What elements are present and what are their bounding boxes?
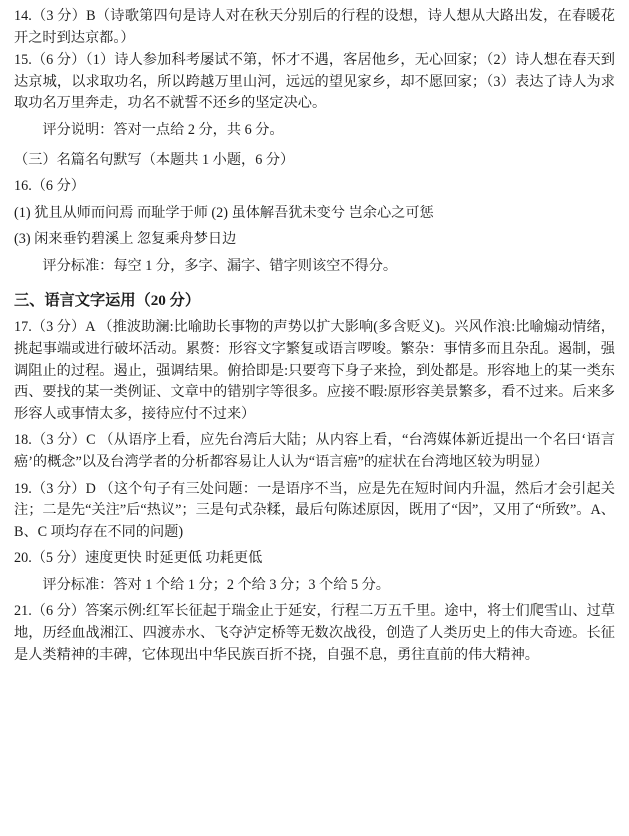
question-18-answer: 18.（3 分）C （从语序上看，应先台湾后大陆；从内容上看，“台湾媒体新近提出一个名曰‘语言癌’的概念”以及台湾学者的分析都容易让人认为“语言癌”的症状在台湾地区较为明显） xyxy=(14,432,615,470)
question-15-scoring-note: 评分说明：答对一点给 2 分，共 6 分。 xyxy=(42,121,284,138)
section-three-title: （三）名篇名句默写（本题共 1 小题，6 分） xyxy=(14,152,295,169)
question-20-answer: 20.（5 分）速度更快 时延更低 功耗更低 xyxy=(14,550,263,567)
question-16-scoring-note: 评分标准：每空 1 分，多字、漏字、错字则该空不得分。 xyxy=(42,257,398,274)
section-three-language-header: 三、语言文字运用（20 分） xyxy=(14,292,201,310)
question-16-label: 16.（6 分） xyxy=(14,178,85,195)
question-15-answer: 15.（6 分）（1）诗人参加科考屡试不第，怀才不遇，客居他乡，无心回家；（2）诗人想在春天到达京城，以求取功名，所以跨越万里山河，远远的望见家乡，却不愿回家；（3）表达了诗人为求取功名万里奔走，功名不就誓不还乡的坚定决心。 xyxy=(14,52,615,112)
question-14-answer: 14.（3 分）B（诗歌第四句是诗人对在秋天分别后的行程的设想，诗人想从大路出发，在春暖花开之时到达京都。） xyxy=(14,8,615,46)
question-17-answer: 17.（3 分）A （推波助澜:比喻助长事物的声势以扩大影响(多含贬义)。兴风作浪:比喻煽动情绪，挑起事端或进行破坏活动。累赘：形容文字繁复或语言啰唆。繁杂：事情多而且杂乱。遏制，强调阻止的过程。遏止，强调结果。俯拾即是:只要弯下身子来捡，到处都是。形容地上的某一类东西、要找的某一类例证、文章中的错别字等很多。应接不暇:原形容美景繁多，看不过来。后来多形容人或事情太多，接待应付不过来） xyxy=(14,319,615,422)
question-16-answer-3: (3) 闲来垂钓碧溪上 忽复乘舟梦日边 xyxy=(14,231,237,248)
question-20-scoring-note: 评分标准：答对 1 个给 1 分；2 个给 3 分；3 个给 5 分。 xyxy=(42,576,390,593)
question-21-answer: 21.（6 分）答案示例:红军长征起于瑞金止于延安，行程二万五千里。途中，将士们爬雪山、过草地，历经血战湘江、四渡赤水、飞夺泸定桥等无数次战役，创造了人类历史上的伟大奇迹。长征是人类精神的丰碑，它体现出中华民族百折不挠，自强不息，勇往直前的伟大精神。 xyxy=(14,603,615,663)
question-19-answer: 19.（3 分）D （这个句子有三处问题：一是语序不当，应是先在短时间内升温，然后才会引起关注；二是先“关注”后“热议”；三是句式杂糅，最后句陈述原因，既用了“因”，又用了“所致”。A、B、C 项均存在不同的问题) xyxy=(14,480,615,540)
question-16-answer-1-2: (1) 犹且从师而问焉 而耻学于师 (2) 虽体解吾犹未变兮 岂余心之可惩 xyxy=(14,204,434,221)
